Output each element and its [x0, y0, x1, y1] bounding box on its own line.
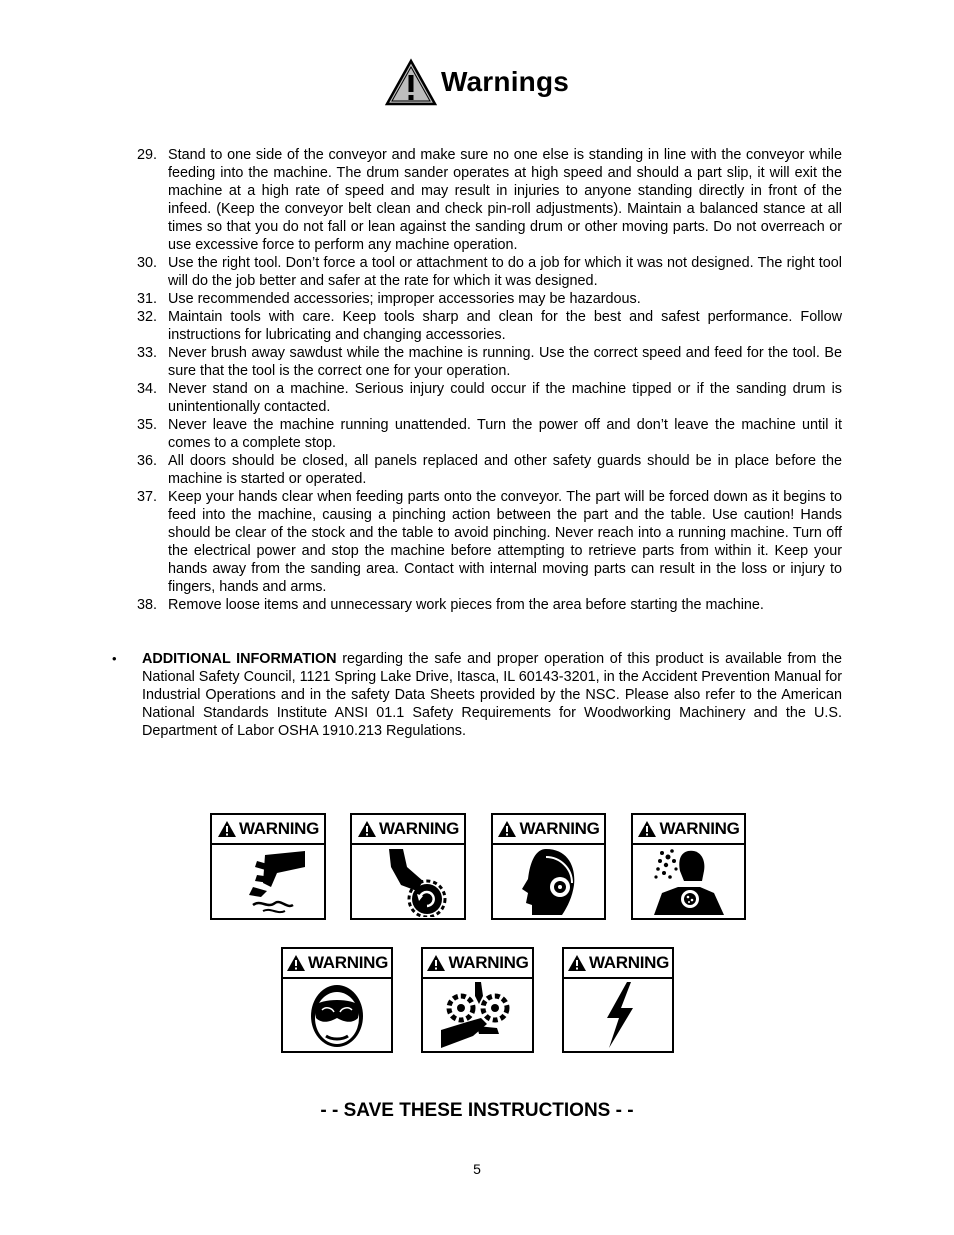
- warning-label: WARNING: [378, 819, 460, 838]
- warning-label: WARNING: [588, 953, 670, 972]
- warning-sign-header: [633, 815, 744, 845]
- warning-sign-header: [352, 815, 464, 845]
- warning-triangle-icon: [637, 820, 657, 838]
- warning-sign-eye: [281, 947, 393, 1053]
- list-item: [137, 452, 842, 488]
- list-item: [137, 290, 842, 308]
- warning-triangle-icon: [217, 820, 237, 838]
- warning-triangle-icon: [426, 954, 446, 972]
- hearing-protection-icon: [508, 847, 590, 917]
- rule-text: Use recommended accessories; improper accessories may be hazardous.: [168, 291, 641, 307]
- safety-rules-list: [137, 146, 842, 614]
- warning-sign-header: [564, 949, 672, 979]
- additional-information: [110, 650, 842, 740]
- warning-sign-hand-sanding: [210, 813, 326, 920]
- rule-number: 37.: [137, 489, 158, 505]
- warning-triangle-icon: [286, 954, 306, 972]
- additional-information-text: [142, 650, 842, 740]
- warning-sign-hearing: [491, 813, 606, 920]
- rule-number: 33.: [137, 345, 158, 361]
- warning-label: WARNING: [659, 819, 740, 838]
- warning-label: WARNING: [307, 953, 389, 972]
- page-title: Warnings: [440, 66, 570, 97]
- warning-sign-header: [283, 949, 391, 979]
- list-item: [137, 146, 842, 254]
- warning-label: WARNING: [448, 953, 529, 972]
- bullet: •: [112, 651, 117, 666]
- additional-information-lead: ADDITIONAL INFORMATION: [142, 651, 337, 667]
- electrical-shock-icon: [577, 980, 659, 1050]
- rule-text: Stand to one side of the conveyor and make sure no one else is standing in line with the conveyor while feeding into the machine. The drum sander operates at high speed and should a part slip, it will exit the machine at a high rate of speed and may result in injuries to anyone standing directly in front of the infeed. (Keep the conveyor belt clean and check pin-roll adjustments). Maintain a balanced stance at all times so that you do not fall or lean against the sanding drum or other moving parts. Do not overreach or use excessive force to perform any machine operation.: [168, 147, 842, 253]
- list-item: [137, 596, 842, 614]
- rule-number: 36.: [137, 453, 158, 469]
- rule-number: 38.: [137, 597, 158, 613]
- eye-protection-icon: [296, 980, 378, 1050]
- save-instructions-footer: - - SAVE THESE INSTRUCTIONS - -: [320, 1100, 634, 1121]
- list-item: [137, 416, 842, 452]
- warning-sign-dust: [631, 813, 746, 920]
- page-number: 5: [473, 1161, 481, 1177]
- warning-sign-header: [493, 815, 604, 845]
- warning-sign-header: [423, 949, 532, 979]
- warning-label: WARNING: [238, 819, 320, 838]
- rule-text: Keep your hands clear when feeding parts onto the conveyor. The part will be forced down as it begins to feed into the machine, causing a pinching action between the part and the table. Use caution! Hands should be clear of the stock and the table to avoid pinching. Never reach into a running machine. Turn off the electrical power and stop the machine before attempting to retrieve parts from within it. Keep your hands away from the sanding area. Contact with internal moving parts can result in the loss or injury to fingers, hands and arms.: [168, 489, 842, 595]
- rule-text: Use the right tool. Don’t force a tool or attachment to do a job for which it was not designed. The right tool will do the job better and safer at the rate for which it was designed.: [168, 255, 842, 289]
- list-item: [137, 254, 842, 290]
- list-item: [137, 380, 842, 416]
- rule-number: 34.: [137, 381, 158, 397]
- dust-mask-icon: [648, 847, 730, 917]
- warning-sign-electrical: [562, 947, 674, 1053]
- hand-drum-rotation-icon: [367, 847, 449, 917]
- warning-triangle-icon: [497, 820, 517, 838]
- pinch-point-gears-icon: [437, 980, 519, 1050]
- warning-sign-header: [212, 815, 324, 845]
- list-item: [137, 308, 842, 344]
- list-item: [137, 344, 842, 380]
- rule-text: All doors should be closed, all panels replaced and other safety guards should be in place before the machine is started or operated.: [168, 453, 842, 487]
- hand-sanding-hazard-icon: [227, 847, 309, 917]
- rule-number: 30.: [137, 255, 158, 271]
- rule-text: Never stand on a machine. Serious injury could occur if the machine tipped or if the sanding drum is unintentionally contacted.: [168, 381, 842, 415]
- rule-number: 35.: [137, 417, 158, 433]
- warning-sign-hand-drum: [350, 813, 466, 920]
- warning-sign-pinch: [421, 947, 534, 1053]
- rule-number: 29.: [137, 147, 158, 163]
- rule-number: 31.: [137, 291, 158, 307]
- list-item: [137, 488, 842, 596]
- rule-text: Remove loose items and unnecessary work pieces from the area before starting the machine.: [168, 597, 764, 613]
- additional-information-body: regarding the safe and proper operation of this product is available from the National Safety Council, 1121 Spring Lake Drive, Itasca, IL 60143-3201, in the Accident Prevention Manual for Industrial Operations and in the safety Data Sheets provided by the NSC. Please also refer to the American National Standards Institute ANSI 01.1 Safety Requirements for Woodworking Machinery and the U.S. Department of Labor OSHA 1910.213 Regulations.: [142, 651, 842, 739]
- page-header: [0, 58, 954, 111]
- warning-triangle-icon: [357, 820, 377, 838]
- rule-text: Maintain tools with care. Keep tools sharp and clean for the best and safest performance. Follow instructions for lubricating and changing accessories.: [168, 309, 842, 343]
- warning-triangle-icon: [567, 954, 587, 972]
- warning-label: WARNING: [519, 819, 600, 838]
- rule-text: Never brush away sawdust while the machine is running. Use the correct speed and feed for the tool. Be sure that the tool is the correct one for your operation.: [168, 345, 842, 379]
- rule-text: Never leave the machine running unattended. Turn the power off and don’t leave the machine until it comes to a complete stop.: [168, 417, 842, 451]
- title-group: [385, 58, 569, 106]
- warning-triangle-icon: [385, 58, 437, 106]
- rule-number: 32.: [137, 309, 158, 325]
